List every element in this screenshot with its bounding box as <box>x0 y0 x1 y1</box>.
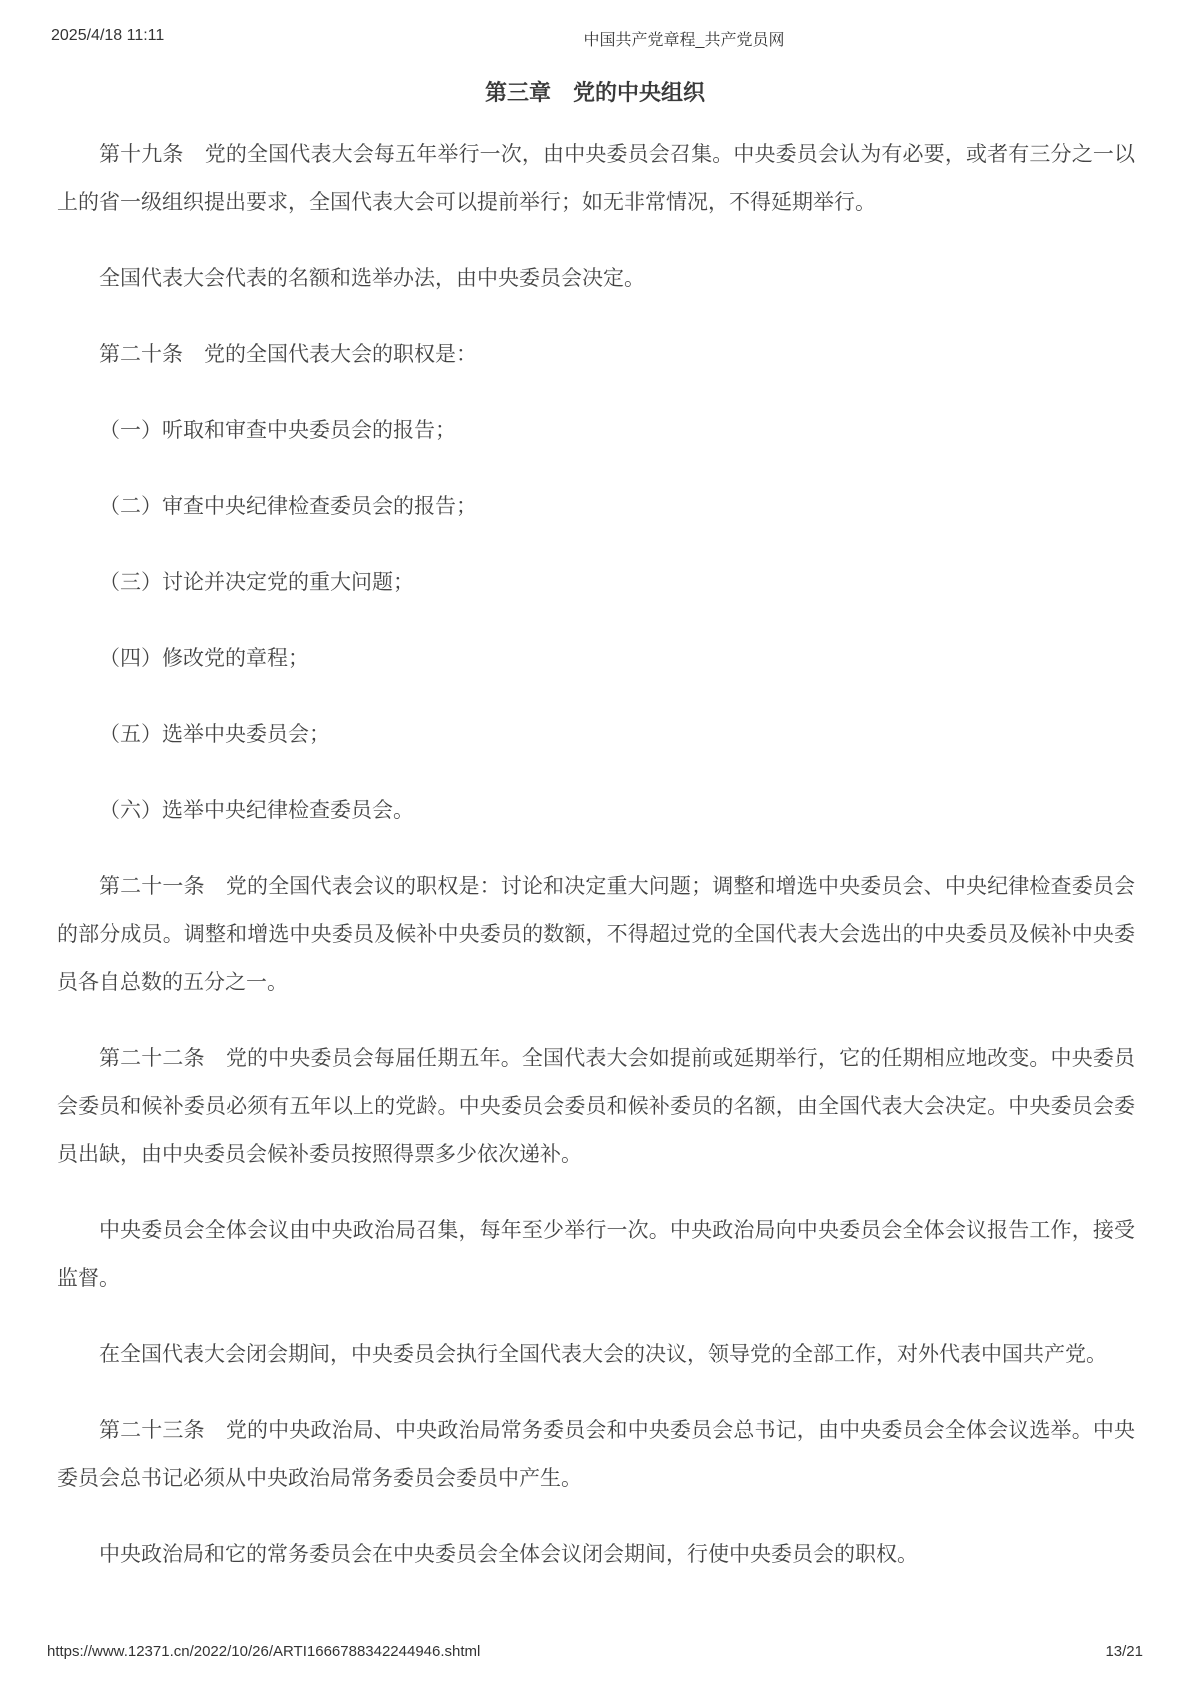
paragraph-article-20: 第二十条 党的全国代表大会的职权是： <box>99 343 477 366</box>
paragraph-article-23: 第二十三条 党的中央政治局、中央政治局常务委员会和中央委员会总书记，由中央委员会全体会议选举。中央委员会总书记必须从中央政治局常务委员会委员中产生。 <box>57 1419 1135 1490</box>
paragraph-delegates: 全国代表大会代表的名额和选举办法，由中央委员会决定。 <box>99 267 645 290</box>
chapter-heading: 第三章 党的中央组织 <box>484 79 705 105</box>
paragraph-article-19: 第十九条 党的全国代表大会每五年举行一次，由中央委员会召集。中央委员会认为有必要，或者有三分之一以上的省一级组织提出要求，全国代表大会可以提前举行；如无非常情况，不得延期举行。 <box>57 143 1135 214</box>
list-item-2: （二）审查中央纪律检查委员会的报告； <box>99 495 477 518</box>
print-footer <box>47 1643 1143 1663</box>
paragraph-plenary-sessions: 中央委员会全体会议由中央政治局召集，每年至少举行一次。中央政治局向中央委员会全体会议报告工作，接受监督。 <box>57 1219 1135 1290</box>
paragraph-article-22: 第二十二条 党的中央委员会每届任期五年。全国代表大会如提前或延期举行，它的任期相应地改变。中央委员会委员和候补委员必须有五年以上的党龄。中央委员会委员和候补委员的名额，由全国代表大会决定。中央委员会委员出缺，由中央委员会候补委员按照得票多少依次递补。 <box>57 1047 1135 1166</box>
list-item-6: （六）选举中央纪律检查委员会。 <box>99 799 414 822</box>
list-item-5: （五）选举中央委员会； <box>99 723 330 746</box>
print-header <box>51 27 1139 47</box>
document-body <box>57 131 1135 1607</box>
footer-url: https://www.12371.cn/2022/10/26/ARTI1666788342244946.shtml <box>47 1643 481 1660</box>
print-header-title: 中国共产党章程_共产党员网 <box>583 32 785 49</box>
paragraph-politburo-powers: 中央政治局和它的常务委员会在中央委员会全体会议闭会期间，行使中央委员会的职权。 <box>99 1543 918 1566</box>
print-date: 2025/4/18 11:11 <box>51 27 165 44</box>
list-item-4: （四）修改党的章程； <box>99 647 309 670</box>
list-item-3: （三）讨论并决定党的重大问题； <box>99 571 414 594</box>
list-item-1: （一）听取和审查中央委员会的报告； <box>99 419 456 442</box>
paragraph-between-congresses: 在全国代表大会闭会期间，中央委员会执行全国代表大会的决议，领导党的全部工作，对外代表中国共产党。 <box>99 1343 1107 1366</box>
paragraph-article-21: 第二十一条 党的全国代表会议的职权是：讨论和决定重大问题；调整和增选中央委员会、中央纪律检查委员会的部分成员。调整和增选中央委员及候补中央委员的数额，不得超过党的全国代表大会选出的中央委员及候补中央委员各自总数的五分之一。 <box>57 875 1135 994</box>
page-number: 13/21 <box>1105 1643 1143 1660</box>
